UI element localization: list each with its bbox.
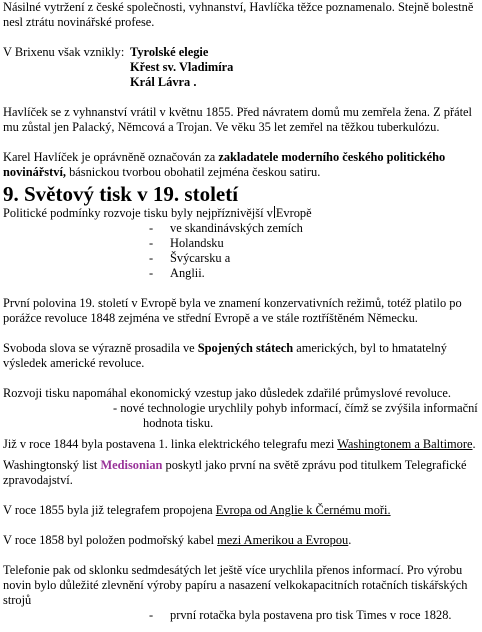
note-line: hodnota tisku. — [143, 416, 214, 430]
work-title: Křest sv. Vladimíra — [130, 60, 234, 74]
paragraph-telephony: Telefonie pak od sklonku sedmdesátých let ještě více urychlila přenos informací. Pro výrobu novin bylo důležité zlevnění výroby papíru a nasazení velkokapacitních rotačních tiskářských strojů — [3, 563, 468, 607]
text-run: . — [348, 533, 352, 547]
text-run: Již v roce 1844 byla postavena 1. linka elektrického telegrafu mezi — [3, 437, 338, 451]
bold-run: zakladatele moderního českého politického novinářství, — [3, 150, 446, 179]
blank-line — [3, 518, 479, 533]
text-run: Washingtonský list — [3, 458, 101, 472]
work-title: Tyrolské elegie — [130, 45, 209, 59]
blank-line — [3, 548, 479, 563]
text-run: V roce 1855 byla již telegrafem propojena — [3, 503, 216, 517]
text-run: V roce 1858 byl položen podmořský kabel — [3, 533, 218, 547]
blank-line — [3, 281, 479, 296]
text-run: Evropě — [275, 206, 312, 220]
section-heading: 9. Světový tisk v 19. století — [3, 182, 239, 206]
note-line: - nové technologie urychlily pohyb informací, čímž se zvýšila informační — [113, 401, 478, 415]
technology-note — [3, 401, 479, 431]
bold-run: Spojených státech — [197, 341, 294, 355]
blank-line — [3, 30, 479, 45]
document-page — [3, 0, 479, 623]
text-run: amerických, byl to hmatatelný výsledek americké revoluce. — [3, 341, 447, 370]
highlighted-name: Medisonian — [100, 458, 163, 472]
blank-line — [3, 90, 479, 105]
text-run: Karel Havlíček je oprávněně označován za — [3, 150, 219, 164]
underlined-run: Washingtonem a Baltimore — [337, 437, 473, 451]
paragraph-exile: Násilné vytržení z české společnosti, vyhnanství, Havlíčka těžce poznamenalo. Stejně bolestně nesl ztrátu novinářské profese. — [3, 0, 474, 29]
countries-list — [3, 221, 479, 281]
paragraph-return: Havlíček se z vyhnanství vrátil v květnu 1855. Před návratem domů mu zemřela žena. Z přátel mu zůstal jen Palacký, Němcová a Trojan. Ve věku 35 let zemřel na těžkou tuberkulózu. — [3, 105, 472, 134]
paragraph-free-speech — [3, 341, 479, 371]
text-run: Politické podmínky rozvoje tisku byly nejpříznivější v — [3, 206, 273, 220]
text-run: básnickou tvorbou obohatil zejména českou satiru. — [66, 165, 321, 179]
paragraph-telegraph — [3, 437, 479, 452]
paragraph-1858 — [3, 533, 479, 548]
brixen-label: V Brixenu však vznikly: — [3, 45, 125, 59]
list-item: - Anglii. — [3, 266, 479, 281]
blank-line — [3, 326, 479, 341]
text-cursor — [274, 206, 275, 218]
list-item: - ve skandinávských zemích — [3, 221, 479, 236]
work-title: Král Lávra . — [130, 75, 197, 89]
paragraph-1855 — [3, 503, 479, 518]
blank-line — [3, 135, 479, 150]
text-run: poskytl jako první na světě zprávu pod titulkem Telegrafické zpravodajství. — [3, 458, 467, 487]
blank-line — [3, 488, 479, 503]
text-run: Svoboda slova se výrazně prosadila ve — [3, 341, 198, 355]
works-list — [130, 45, 233, 90]
paragraph-economy: Rozvoji tisku napomáhal ekonomický vzestup jako důsledek zdařilé průmyslové revoluce. — [3, 386, 452, 400]
list-item: - Švýcarsku a — [3, 251, 479, 266]
underlined-run: mezi Amerikou a Evropou — [217, 533, 349, 547]
blank-line — [3, 371, 479, 386]
brixen-works — [3, 45, 479, 90]
underlined-run: Evropa od Anglie k Černému moři. — [215, 503, 391, 517]
list-item: - první rotačka byla postavena pro tisk Times v roce 1828. — [3, 608, 479, 623]
text-run: . — [472, 437, 476, 451]
rotary-press-list — [3, 608, 479, 623]
paragraph-first-half: První polovina 19. století v Evropě byla ve znamení konzervativních režimů, totéž platilo po porážce revoluce 1848 zejména ve střední Evropě a ve stále roztříštěném Německu. — [3, 296, 462, 325]
paragraph-conditions — [3, 206, 479, 221]
paragraph-havlicek-legacy — [3, 150, 479, 180]
paragraph-medisonian — [3, 458, 479, 488]
list-item: - Holandsku — [3, 236, 479, 251]
